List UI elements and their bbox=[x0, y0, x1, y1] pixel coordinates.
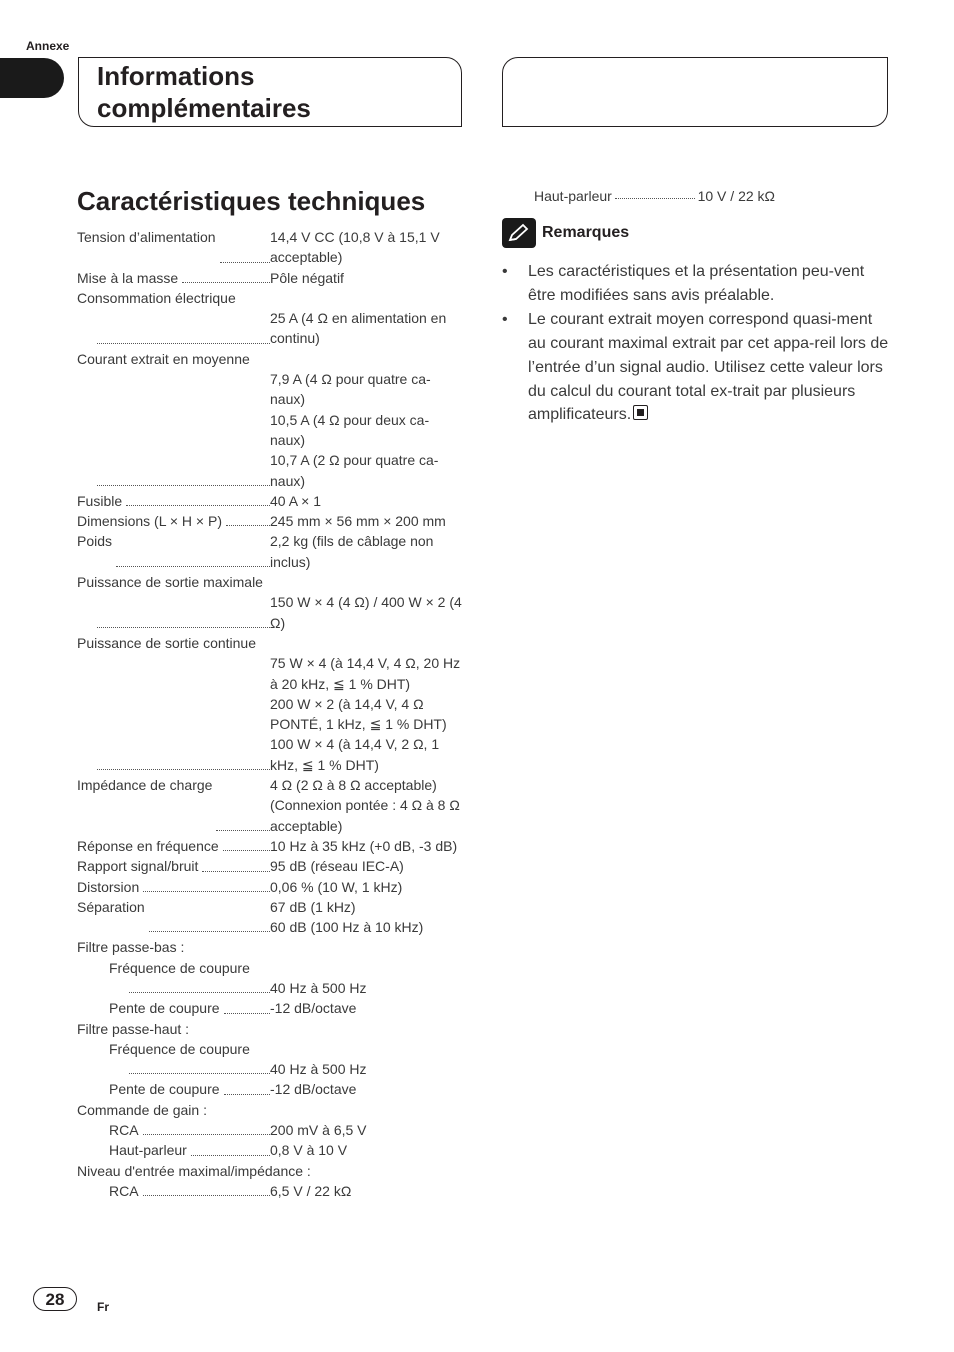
language-label: Fr bbox=[97, 1300, 109, 1314]
spec-row bbox=[77, 1079, 467, 1099]
end-of-section-icon bbox=[633, 405, 648, 420]
spec-heading: Puissance de sortie maximale bbox=[77, 574, 263, 591]
spec-heading: Filtre passe-haut : bbox=[77, 1020, 190, 1037]
spec-label: Pente de coupure bbox=[109, 1081, 220, 1098]
dot-leader bbox=[116, 531, 270, 567]
spec-row bbox=[77, 531, 467, 572]
spec-label: Haut-parleur bbox=[534, 188, 612, 204]
spec-row bbox=[77, 349, 467, 369]
dot-leader bbox=[202, 856, 270, 871]
spec-row bbox=[77, 978, 467, 998]
spec-row bbox=[77, 1140, 467, 1160]
dot-leader bbox=[97, 369, 270, 486]
dot-leader bbox=[615, 188, 695, 199]
spec-value: 2,2 kg (fils de câblage non inclus) bbox=[270, 533, 434, 570]
dot-leader bbox=[97, 653, 270, 770]
spec-label: Impédance de charge bbox=[77, 777, 213, 794]
note-item bbox=[502, 308, 892, 427]
dot-leader bbox=[97, 308, 270, 344]
spec-value: 245 mm × 56 mm × 200 mm bbox=[270, 513, 446, 530]
spec-value: 75 W × 4 (à 14,4 V, 4 Ω, 20 Hz à 20 kHz, ≦ 1 % DHT) 200 W × 2 (à 14,4 V, 4 Ω PONTÉ, 1 kHz, ≦ 1 % DHT) 100 W × 4 (à 14,4 V, 2 Ω, 1 kHz, ≦ 1 % DHT) bbox=[270, 655, 461, 773]
empty-header-box bbox=[502, 57, 888, 127]
spec-heading: Courant extrait en moyenne bbox=[77, 350, 250, 367]
dot-leader bbox=[143, 1181, 270, 1196]
spec-value: 10 Hz à 35 kHz (+0 dB, -3 dB) bbox=[270, 837, 458, 854]
spec-label: Réponse en fréquence bbox=[77, 837, 219, 854]
spec-row bbox=[77, 227, 467, 268]
spec-heading: Niveau d'entrée maximal/impédance : bbox=[77, 1162, 311, 1179]
spec-row bbox=[77, 511, 467, 531]
spec-value: 25 A (4 Ω en alimentation en continu) bbox=[270, 310, 447, 347]
spec-label: Tension d’alimentation bbox=[77, 229, 216, 245]
page-title: Caractéristiques techniques bbox=[77, 186, 426, 216]
notes-header bbox=[502, 218, 892, 248]
spec-row-haut-parleur bbox=[534, 188, 775, 204]
dot-leader bbox=[216, 775, 270, 831]
spec-label: RCA bbox=[109, 1182, 139, 1199]
spec-label: Fusible bbox=[77, 492, 123, 509]
dot-leader bbox=[182, 268, 270, 283]
spec-value: -12 dB/octave bbox=[270, 1000, 357, 1017]
spec-row bbox=[77, 856, 467, 876]
spec-row bbox=[77, 1059, 467, 1079]
spec-heading: Fréquence de coupure bbox=[109, 1040, 250, 1057]
notes-title: Remarques bbox=[542, 224, 630, 241]
spec-label: Haut-parleur bbox=[109, 1142, 187, 1159]
spec-heading: Filtre passe-bas : bbox=[77, 939, 185, 956]
spec-value: 7,9 A (4 Ω pour quatre ca-naux) 10,5 A (4 Ω pour deux ca-naux) 10,7 A (2 Ω pour quatre ca-naux) bbox=[270, 371, 439, 489]
notes-list bbox=[502, 260, 892, 427]
dot-leader bbox=[226, 511, 270, 526]
spec-row bbox=[77, 775, 467, 836]
dot-leader bbox=[143, 1120, 270, 1135]
spec-value: 40 Hz à 500 Hz bbox=[270, 979, 367, 996]
dot-leader bbox=[191, 1140, 270, 1155]
spec-row bbox=[77, 937, 467, 957]
spec-heading: Consommation électrique bbox=[77, 289, 236, 306]
spec-value: 200 mV à 6,5 V bbox=[270, 1122, 367, 1139]
spec-label: Séparation bbox=[77, 898, 145, 915]
spec-row bbox=[77, 998, 467, 1018]
spec-label: Dimensions (L × H × P) bbox=[77, 513, 222, 530]
spec-value: 6,5 V / 22 kΩ bbox=[270, 1182, 352, 1199]
spec-value: 150 W × 4 (4 Ω) / 400 W × 2 (4 Ω) bbox=[270, 594, 462, 631]
spec-value: 14,4 V CC (10,8 V à 15,1 V acceptable) bbox=[270, 229, 440, 266]
note-text: Les caractéristiques et la présentation peu-vent être modifiées sans avis préalable. bbox=[528, 263, 865, 304]
spec-value: 0,06 % (10 W, 1 kHz) bbox=[270, 878, 403, 895]
spec-label: Rapport signal/bruit bbox=[77, 858, 199, 875]
dot-leader bbox=[143, 877, 270, 892]
spec-label: Distorsion bbox=[77, 878, 140, 895]
spec-value: 40 Hz à 500 Hz bbox=[270, 1061, 367, 1078]
dot-leader bbox=[129, 978, 270, 993]
dot-leader bbox=[126, 491, 270, 506]
spec-value: 95 dB (réseau IEC-A) bbox=[270, 858, 404, 875]
spec-row bbox=[77, 1100, 467, 1120]
spec-row bbox=[77, 369, 467, 491]
spec-value: 0,8 V à 10 V bbox=[270, 1142, 348, 1159]
spec-label: RCA bbox=[109, 1122, 139, 1139]
spec-heading: Puissance de sortie continue bbox=[77, 634, 256, 651]
section-tab-marker bbox=[0, 58, 64, 98]
spec-value: 10 V / 22 kΩ bbox=[697, 188, 775, 204]
note-item bbox=[502, 260, 892, 307]
dot-leader bbox=[223, 836, 270, 851]
spec-row bbox=[77, 633, 467, 653]
spec-value: 4 Ω (2 Ω à 8 Ω acceptable) (Connexion pontée : 4 Ω à 8 Ω acceptable) bbox=[270, 777, 460, 834]
spec-row bbox=[77, 897, 467, 938]
annexe-label: Annexe bbox=[26, 39, 70, 53]
spec-heading: Commande de gain : bbox=[77, 1101, 207, 1118]
spec-value: 67 dB (1 kHz) 60 dB (100 Hz à 10 kHz) bbox=[270, 898, 424, 936]
spec-row bbox=[77, 836, 467, 856]
spec-value: -12 dB/octave bbox=[270, 1081, 357, 1098]
spec-row bbox=[77, 1161, 467, 1181]
spec-heading: Fréquence de coupure bbox=[109, 959, 250, 976]
spec-row bbox=[77, 1019, 467, 1039]
spec-row bbox=[77, 592, 467, 633]
note-text: Le courant extrait moyen correspond quasi-ment au courant maximal extrait par cet appa-reil lors de l’entrée d’un signal audio. Utilisez cette valeur lors du calcul du courant total ex-trait par plusieurs amplificateurs. bbox=[528, 311, 889, 424]
section-title: Informations complémentaires bbox=[97, 61, 311, 123]
dot-leader bbox=[149, 897, 270, 933]
dot-leader bbox=[129, 1059, 270, 1074]
spec-row bbox=[77, 877, 467, 897]
spec-row bbox=[77, 268, 467, 288]
dot-leader bbox=[220, 227, 270, 263]
spec-row bbox=[77, 288, 467, 308]
spec-value: Pôle négatif bbox=[270, 269, 344, 286]
dot-leader bbox=[97, 592, 270, 628]
spec-row bbox=[77, 1120, 467, 1140]
spec-row bbox=[77, 572, 467, 592]
spec-row bbox=[77, 1181, 467, 1201]
spec-row bbox=[77, 653, 467, 775]
dot-leader bbox=[224, 998, 270, 1013]
spec-row bbox=[77, 1039, 467, 1059]
pencil-note-icon bbox=[502, 218, 536, 248]
specifications-list bbox=[77, 227, 467, 1201]
spec-row bbox=[77, 491, 467, 511]
spec-row bbox=[77, 308, 467, 349]
right-column bbox=[502, 188, 892, 428]
spec-label: Pente de coupure bbox=[109, 1000, 220, 1017]
spec-label: Mise à la masse bbox=[77, 269, 179, 286]
spec-value: 40 A × 1 bbox=[270, 492, 321, 509]
spec-label: Poids bbox=[77, 533, 113, 550]
page-number: 28 bbox=[33, 1287, 77, 1311]
spec-row bbox=[77, 958, 467, 978]
dot-leader bbox=[224, 1079, 270, 1094]
